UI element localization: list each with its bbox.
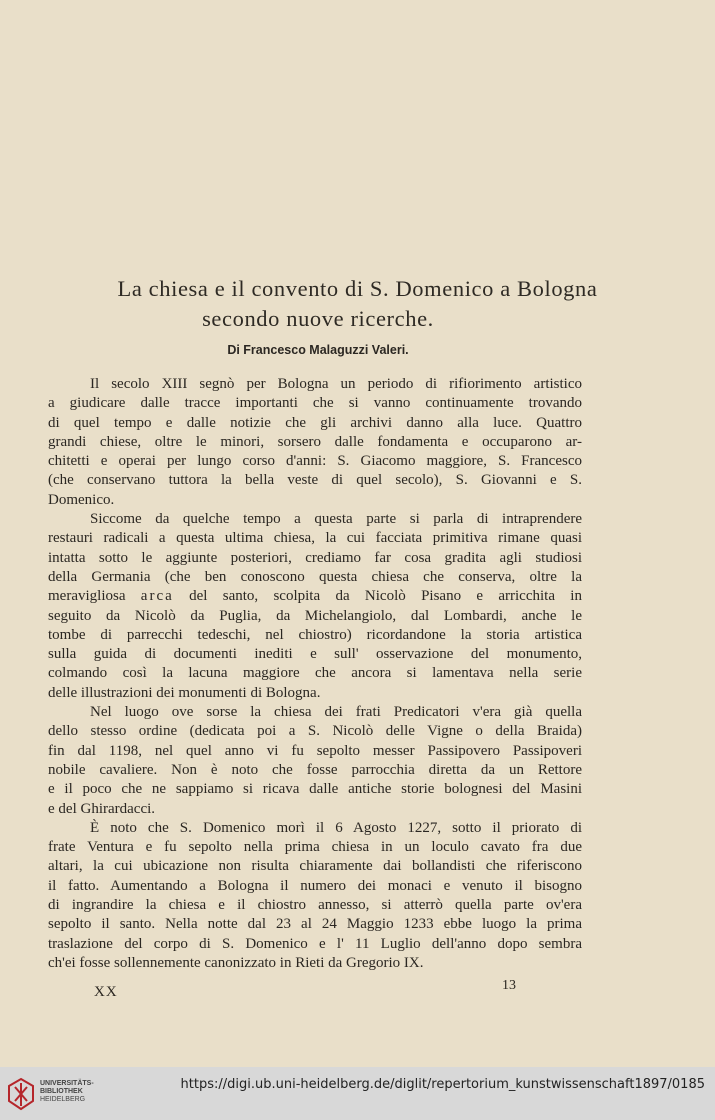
document-permalink[interactable]: https://digi.ub.uni-heidelberg.de/diglit/repertorium_kunstwissenschaft1897/0185 — [180, 1077, 705, 1092]
library-footer-bar — [0, 1067, 715, 1120]
text-line: della Germania (che ben conoscono questa chiesa che conserva, oltre la — [48, 568, 582, 585]
sheet-number: 13 — [502, 978, 516, 993]
library-name-line3: HEIDELBERG — [40, 1096, 86, 1103]
text-line: delle illustrazioni dei monumenti di Bologna. — [48, 684, 321, 701]
text-line: sulla guida di documenti inediti e sull' osservazione del monumento, — [48, 646, 582, 663]
text-line: il fatto. Aumentando a Bologna il numero dei monaci e venuto il bisogno — [48, 877, 582, 894]
article-title-line2: secondo nuove ricerche. — [202, 306, 434, 331]
text-line: chitetti e operai per lungo corso d'anni: S. Giacomo maggiore, S. Francesco — [48, 453, 582, 470]
text-line: sepolto il santo. Nella notte dal 23 al 24 Maggio 1233 ebbe luogo la prima — [48, 916, 582, 933]
text-line: (che conservano tuttora la bella veste di quel secolo), S. Giovanni e S. — [48, 472, 582, 489]
paragraph — [48, 510, 582, 703]
text-line: È noto che S. Domenico morì il 6 Agosto 1227, sotto il priorato di — [90, 819, 582, 836]
library-name — [40, 1080, 94, 1104]
text-line: e del Ghirardacci. — [48, 800, 156, 817]
text-line: Nel luogo ove sorse la chiesa dei frati Predicatori v'era già quella — [90, 704, 582, 721]
text-line: grandi chiese, oltre le minori, sorsero dalle fondamenta e occuparono ar- — [48, 433, 582, 450]
article-title-line1: La chiesa e il convento di S. Domenico a Bologna — [117, 276, 598, 301]
text-line: nobile cavaliere. Non è noto che fosse parrocchia diretta da un Rettore — [48, 761, 582, 778]
text-line: e il poco che ne sappiamo si ricava dalle antiche storie bolognesi del Masini — [48, 781, 582, 798]
text-line: dello stesso ordine (dedicata poi a S. Nicolò delle Vigne o della Braida) — [48, 723, 582, 740]
paragraph — [48, 703, 582, 819]
article-author: Di Francesco Malaguzzi Valeri. — [227, 343, 409, 357]
text-line: restauri radicali a questa ultima chiesa, la cui facciata primitiva rimane quasi — [48, 530, 582, 547]
text-line: seguito da Nicolò da Puglia, da Michelangiolo, dal Lombardi, anche le — [48, 607, 582, 624]
text-line: ch'ei fosse sollennemente canonizzato in Rieti da Gregorio IX. — [48, 954, 424, 971]
signature-mark: XX — [94, 984, 118, 1000]
paragraph — [48, 819, 582, 973]
text-line: Il secolo XIII segnò per Bologna un periodo di rifiorimento artistico — [90, 376, 582, 392]
article-body — [48, 375, 582, 973]
text-line: intatta sotto le aggiunte posteriori, crediamo far cosa gradita agli studiosi — [48, 549, 582, 566]
text-line: colmando così la lacuna maggiore che ancora si lamentava nella serie — [48, 665, 582, 682]
text-line: meravigliosa arca del santo, scolpita da Nicolò Pisano e arricchita in — [48, 588, 582, 605]
text-line: tombe di parrecchi tedeschi, nel chiostro) ricordandone la storia artistica — [48, 626, 582, 643]
library-seal-icon — [7, 1077, 35, 1111]
university-library-logo[interactable] — [7, 1077, 35, 1111]
text-line: Siccome da quelche tempo a questa parte si parla di intraprendere — [90, 511, 582, 528]
emphasized-word: arca — [140, 588, 174, 605]
text-line: altari, la cui ubicazione non risulta chiaramente dai bollandisti che riferiscono — [48, 858, 582, 875]
library-name-line1: UNIVERSITÄTS- — [40, 1080, 94, 1087]
paragraph — [48, 375, 582, 510]
text-line: traslazione del corpo di S. Domenico e l' 11 Luglio dell'anno dopo sembra — [48, 935, 582, 952]
text-line: fin dal 1198, nel quel anno vi fu sepolto messer Passipovero Passipoveri — [48, 742, 582, 759]
text-line: a giudicare dalle tracce importanti che si vanno continuamente trovando — [48, 395, 582, 412]
library-name-line2: BIBLIOTHEK — [40, 1088, 83, 1095]
text-line: di quel tempo e dalle notizie che gli archivi danno alla luce. Quattro — [48, 414, 582, 431]
text-line: Domenico. — [48, 491, 115, 508]
text-line: frate Ventura e fu sepolto nella prima chiesa in un loculo cavato fra due — [48, 839, 582, 856]
text-line: di ingrandire la chiesa e il chiostro annesso, si atterrò quella parte ov'era — [48, 897, 582, 914]
